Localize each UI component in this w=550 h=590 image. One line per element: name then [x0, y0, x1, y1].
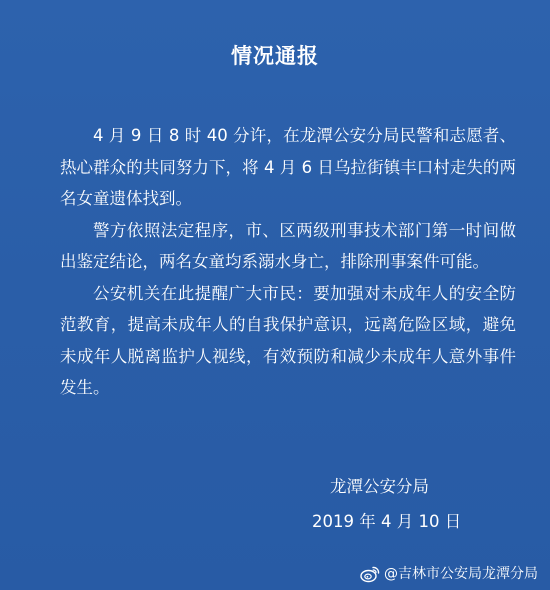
- paragraph-2: 警方依照法定程序，市、区两级刑事技术部门第一时间做出鉴定结论，两名女童均系溺水身亡，排除刑事案件可能。: [60, 220, 516, 271]
- weibo-watermark: [360, 564, 538, 584]
- notice-body: [60, 120, 516, 404]
- signature-organization: 龙潭公安分局: [330, 477, 429, 496]
- notice-title: 情况通报: [231, 44, 319, 68]
- watermark-text: @吉林市公安局龙潭分局: [384, 566, 538, 582]
- paragraph-3: 公安机关在此提醒广大市民：要加强对未成年人的安全防范教育，提高未成年人的自我保护意识，远离危险区域，避免未成年人脱离监护人视线，有效预防和减少未成年人意外事件发生。: [60, 283, 516, 397]
- paragraph-1: 4 月 9 日 8 时 40 分许，在龙潭公安分局民警和志愿者、热心群众的共同努力下，将 4 月 6 日乌拉街镇丰口村走失的两名女童遗体找到。: [60, 126, 516, 208]
- signature-date: 2019 年 4 月 10 日: [312, 512, 462, 531]
- weibo-icon: [360, 565, 380, 583]
